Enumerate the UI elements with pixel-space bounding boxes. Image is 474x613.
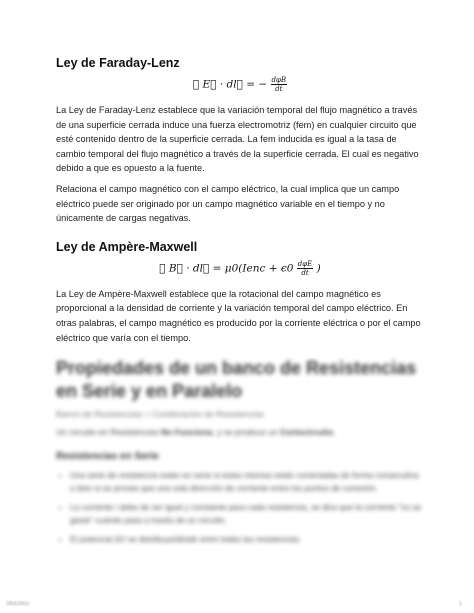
ampere-heading: Ley de Ampère-Maxwell (56, 239, 198, 254)
footer-brand: StuDocu (6, 601, 30, 607)
intro-mid: , y se produce un (212, 427, 280, 438)
ampere-equation-numerator: dφE (297, 259, 313, 268)
series-resistances-heading: Resistencias en Serie (56, 451, 159, 463)
faraday-paragraph-2: Relaciona el campo magnético con el campo eléctrico, la cual implica que un campo eléctrico puede ser originado por un campo magnético variable en el tiempo y no únicamente de cargas negativas. (56, 183, 400, 224)
intro-suffix: . (333, 427, 336, 438)
resistances-intro (56, 427, 424, 437)
intro-prefix: Un circuito en Resistencias (56, 427, 161, 438)
faraday-paragraph-1: La Ley de Faraday-Lenz establece que la variación temporal del flujo magnético a través de una superficie cerrada induce una fuerza electromotriz (fem) en cualquier circuito que esté contenido dentro de la superficie cerrada. La fem inducida es igual a la tasa de cambio temporal del flujo magnético a través de la superficie cerrada. El cual es negativo debido a que es opuesto a la fuente. (56, 105, 419, 174)
page-content (56, 56, 424, 554)
intro-bold-2: Cortocircuito (279, 427, 334, 438)
ampere-equation-denominator: dt (301, 268, 309, 277)
faraday-equation-lhs: ∮ E⃗ · dl⃗ = − (192, 78, 268, 91)
intro-bold-1: No Funciona (160, 427, 213, 438)
blurred-preview-region (56, 357, 424, 547)
list-item: • La corriente i debe de ser igual y constante para cada resistencia, se dice que la corriente "no se gasta" cuando pasa a través de un circuito. (70, 502, 424, 527)
faraday-equation (56, 76, 424, 93)
ampere-equation (56, 260, 424, 277)
ampere-paragraph-1: La Ley de Ampère-Maxwell establece que la rotacional del campo magnético es proporcional a la densidad de corriente y la variación temporal del campo eléctrico. En otras palabras, el campo magnético es producido por la corriente eléctrica o por el campo eléctrico que varía con el tiempo. (56, 288, 421, 343)
list-item: • Una serie de resistencia están en serie si estas mismas están conectadas de forma consecutiva o bien si se provee que una sola dirección de corriente entre los puntos de conexión. (70, 470, 424, 495)
ampere-equation-fraction (297, 260, 314, 277)
ampere-equation-lhs: ∮ B⃗ · dl⃗ = μ0(Ienc + ϵ0 (159, 262, 294, 275)
faraday-equation-numerator: dφB (271, 76, 287, 84)
page-number: 1 (458, 601, 462, 607)
breadcrumb: Banco de Resistencias > Combinación de Resistencias (56, 409, 265, 420)
ampere-equation-close: ) (316, 262, 321, 275)
resistances-title: Propiedades de un banco de Resistencias en Serie y en Paralelo (56, 358, 417, 402)
list-item: • El potencial ΔV se distribuye/divide entre todas las resistencias. (70, 534, 424, 547)
series-bullet-list (56, 470, 424, 547)
faraday-heading: Ley de Faraday-Lenz (56, 56, 180, 70)
faraday-equation-denominator: dt (275, 85, 283, 93)
faraday-equation-fraction (271, 76, 288, 93)
